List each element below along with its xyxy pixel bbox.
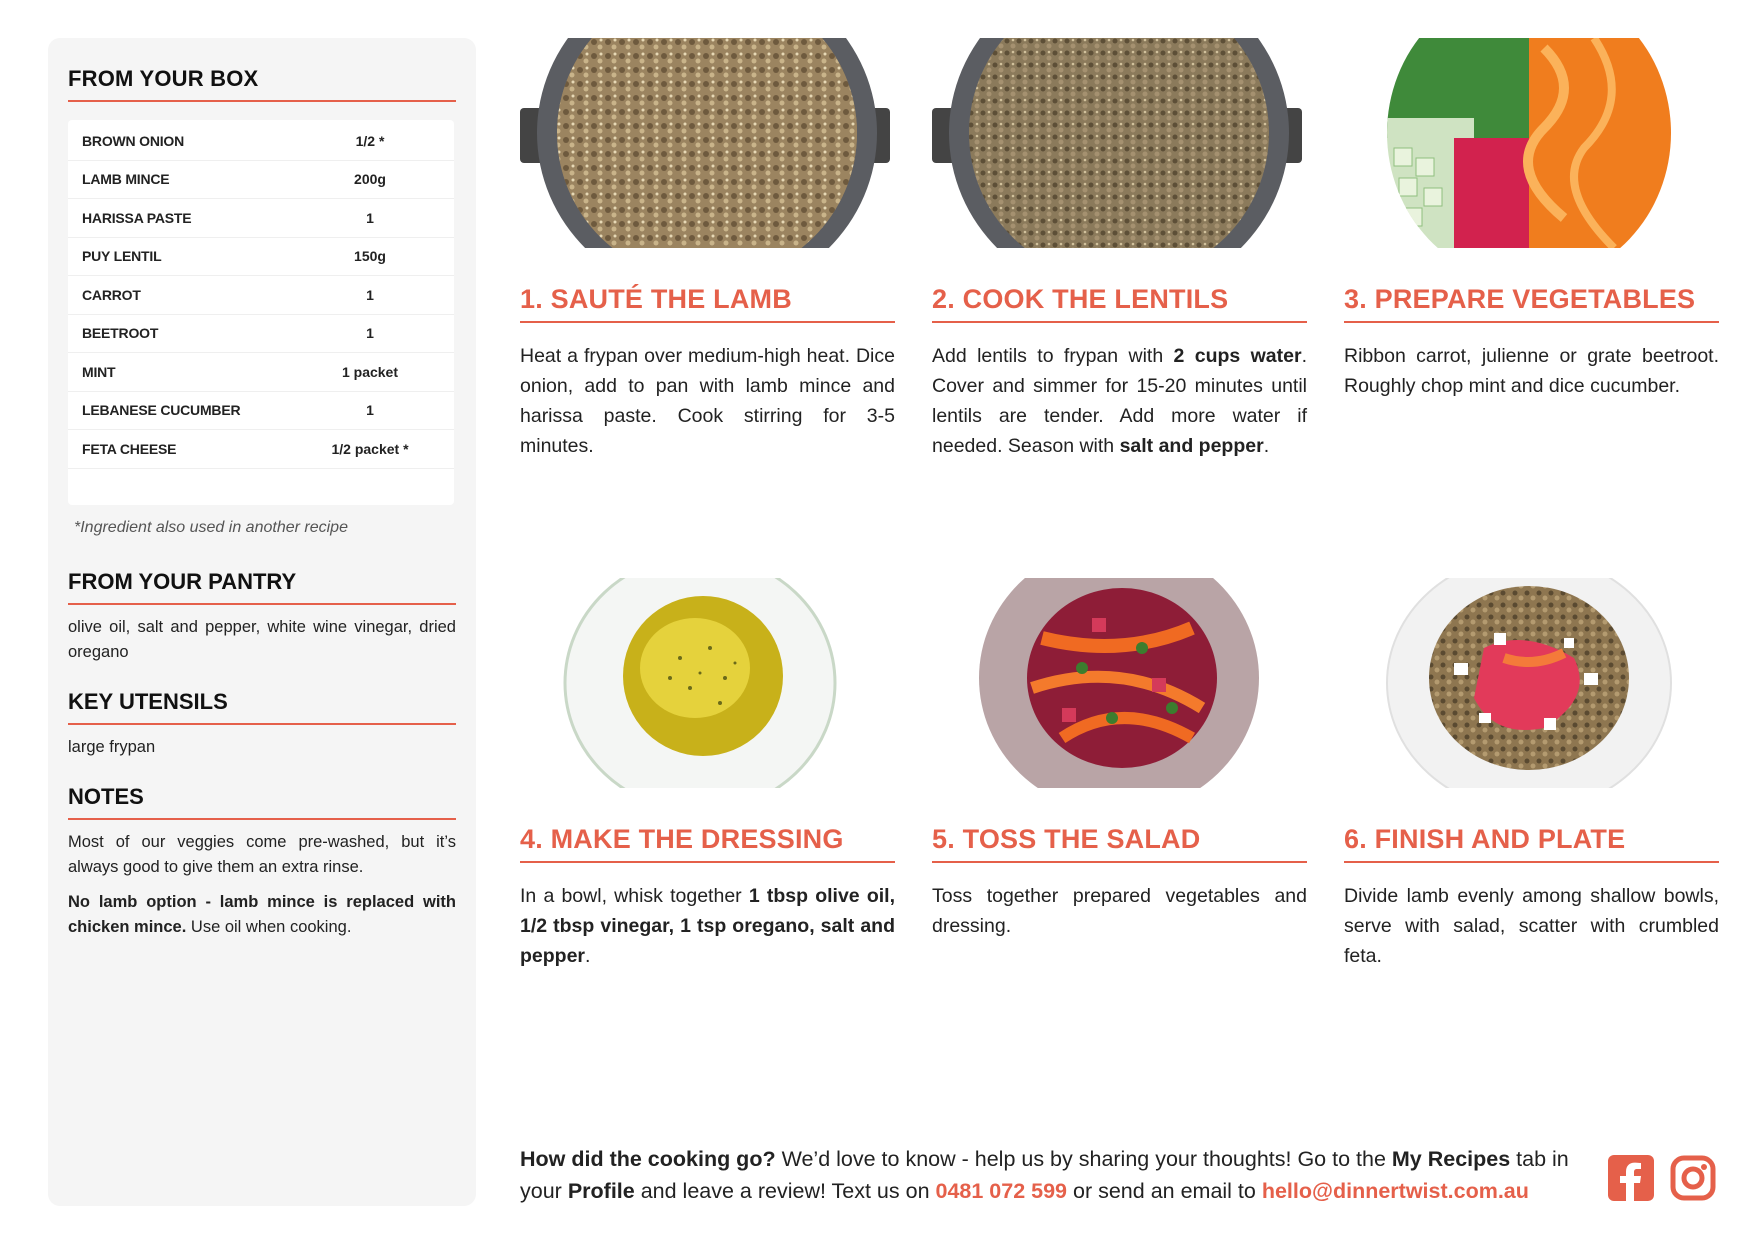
ingredient-qty: 200g xyxy=(354,171,386,188)
ingredient-qty: 1 xyxy=(366,209,374,226)
footer-bold-profile: Profile xyxy=(567,1179,635,1203)
ingredient-name: LAMB MINCE xyxy=(82,171,170,188)
table-row xyxy=(68,392,454,431)
ingredient-qty: 1 xyxy=(366,286,374,303)
table-row xyxy=(68,276,454,315)
step-3-text: Ribbon carrot, julienne or grate beetroot. Roughly chop mint and dice cucumber. xyxy=(1344,345,1719,397)
table-row xyxy=(68,430,454,469)
ingredient-name: HARISSA PASTE xyxy=(82,209,192,226)
facebook-link[interactable] xyxy=(1608,1155,1654,1201)
table-row xyxy=(68,199,454,238)
footer-text-2: tab in your xyxy=(520,1147,1569,1203)
step-1-title: 1. SAUTÉ THE LAMB xyxy=(520,284,895,323)
step-2-text-c: . xyxy=(1263,435,1270,457)
step-4 xyxy=(520,578,895,971)
step-4-photo xyxy=(520,578,895,788)
step-3-photo xyxy=(1344,38,1719,248)
pantry-text: olive oil, salt and pepper, white wine vinegar, dried oregano xyxy=(68,617,456,661)
table-row xyxy=(68,315,454,354)
step-5-text: Toss together prepared vegetables and dressing. xyxy=(932,885,1307,937)
step-5-title: 5. TOSS THE SALAD xyxy=(932,824,1307,863)
salad-bowl-image xyxy=(932,578,1307,788)
sidebar xyxy=(48,38,476,1206)
ingredient-name: FETA CHEESE xyxy=(82,440,177,457)
step-1 xyxy=(520,38,895,461)
step-1-photo xyxy=(520,38,895,248)
step-4-text xyxy=(520,881,895,971)
step-4-text-b: . xyxy=(585,945,591,967)
vegetables-image xyxy=(1344,38,1719,248)
notes-option xyxy=(68,890,456,940)
step-2-bold-a: 2 cups water xyxy=(1173,345,1302,367)
notes-text: Most of our veggies come pre-washed, but it’s always good to give them an extra rinse. xyxy=(68,832,456,876)
dressing-bowl-image xyxy=(520,578,895,788)
step-5 xyxy=(932,578,1307,941)
ingredient-name: CARROT xyxy=(82,286,141,303)
notes-option-bold: No lamb option - lamb mince is replaced with chicken mince. xyxy=(68,892,456,936)
ingredient-qty: 1 xyxy=(366,325,374,342)
step-6-text: Divide lamb evenly among shallow bowls, serve with salad, scatter with crumbled feta. xyxy=(1344,885,1719,967)
footer-text-3: and leave a review! Text us on xyxy=(634,1179,936,1203)
footnote: *Ingredient also used in another recipe xyxy=(74,518,348,536)
step-6 xyxy=(1344,578,1719,971)
step-2-title: 2. COOK THE LENTILS xyxy=(932,284,1307,323)
step-4-text-a: In a bowl, whisk together xyxy=(520,885,749,907)
email-link[interactable]: hello@dinnertwist.com.au xyxy=(1261,1179,1529,1203)
box-ingredients-table xyxy=(68,120,454,505)
footer-text-1: We’d love to know - help us by sharing your thoughts! Go to the xyxy=(775,1147,1392,1171)
footer-bold-my-recipes: My Recipes xyxy=(1391,1147,1511,1171)
footer-bold-question: How did the cooking go? xyxy=(520,1147,776,1171)
utensils-section xyxy=(68,689,456,760)
feedback-footer xyxy=(520,1143,1580,1207)
table-row xyxy=(68,238,454,277)
table-row xyxy=(68,122,454,161)
step-2-text xyxy=(932,341,1307,461)
table-row xyxy=(68,353,454,392)
box-title: FROM YOUR BOX xyxy=(68,66,456,102)
ingredient-name: BEETROOT xyxy=(82,325,159,342)
ingredient-name: BROWN ONION xyxy=(82,132,185,149)
step-6-title: 6. FINISH AND PLATE xyxy=(1344,824,1719,863)
utensils-text: large frypan xyxy=(68,737,156,756)
plated-dish-image xyxy=(1344,578,1719,788)
notes-section xyxy=(68,784,456,940)
ingredient-qty: 1 packet xyxy=(341,363,399,380)
step-2-text-b: . Cover and simmer for 15-20 minutes until lentils are tender. Add more water if needed. Season with xyxy=(932,345,1307,457)
ingredient-qty: 1/2 packet * xyxy=(331,440,409,457)
frypan-lamb-image xyxy=(520,38,895,248)
step-1-text: Heat a frypan over medium-high heat. Dice onion, add to pan with lamb mince and harissa paste. Cook stirring for 3-5 minutes. xyxy=(520,345,895,457)
step-3-title: 3. PREPARE VEGETABLES xyxy=(1344,284,1719,323)
phone-link[interactable]: 0481 072 599 xyxy=(935,1179,1068,1203)
instagram-link[interactable] xyxy=(1670,1155,1716,1201)
step-4-title: 4. MAKE THE DRESSING xyxy=(520,824,895,863)
ingredient-name: LEBANESE CUCUMBER xyxy=(82,402,241,419)
pantry-title: FROM YOUR PANTRY xyxy=(68,569,456,605)
step-2 xyxy=(932,38,1307,461)
step-5-photo xyxy=(932,578,1307,788)
instagram-icon xyxy=(1670,1155,1716,1201)
ingredient-qty: 1 xyxy=(366,402,374,419)
footer-text-4: or send an email to xyxy=(1067,1179,1262,1203)
frypan-lentils-image xyxy=(932,38,1307,248)
step-3 xyxy=(1344,38,1719,401)
step-6-photo xyxy=(1344,578,1719,788)
ingredient-name: PUY LENTIL xyxy=(82,248,162,265)
ingredient-qty: 1/2 * xyxy=(355,132,385,149)
ingredient-name: MINT xyxy=(82,363,116,380)
step-4-bold-a: 1 tbsp olive oil, 1/2 tbsp vinegar, 1 tsp oregano, salt and pepper xyxy=(520,885,895,967)
table-row xyxy=(68,161,454,200)
step-2-bold-b: salt and pepper xyxy=(1119,435,1264,457)
notes-title: NOTES xyxy=(68,784,456,820)
utensils-title: KEY UTENSILS xyxy=(68,689,456,725)
pantry-section xyxy=(68,569,456,665)
facebook-icon xyxy=(1608,1155,1654,1201)
notes-option-text: Use oil when cooking. xyxy=(186,917,352,936)
ingredient-qty: 150g xyxy=(354,248,386,265)
step-2-text-a: Add lentils to frypan with xyxy=(932,345,1174,367)
step-2-photo xyxy=(932,38,1307,248)
